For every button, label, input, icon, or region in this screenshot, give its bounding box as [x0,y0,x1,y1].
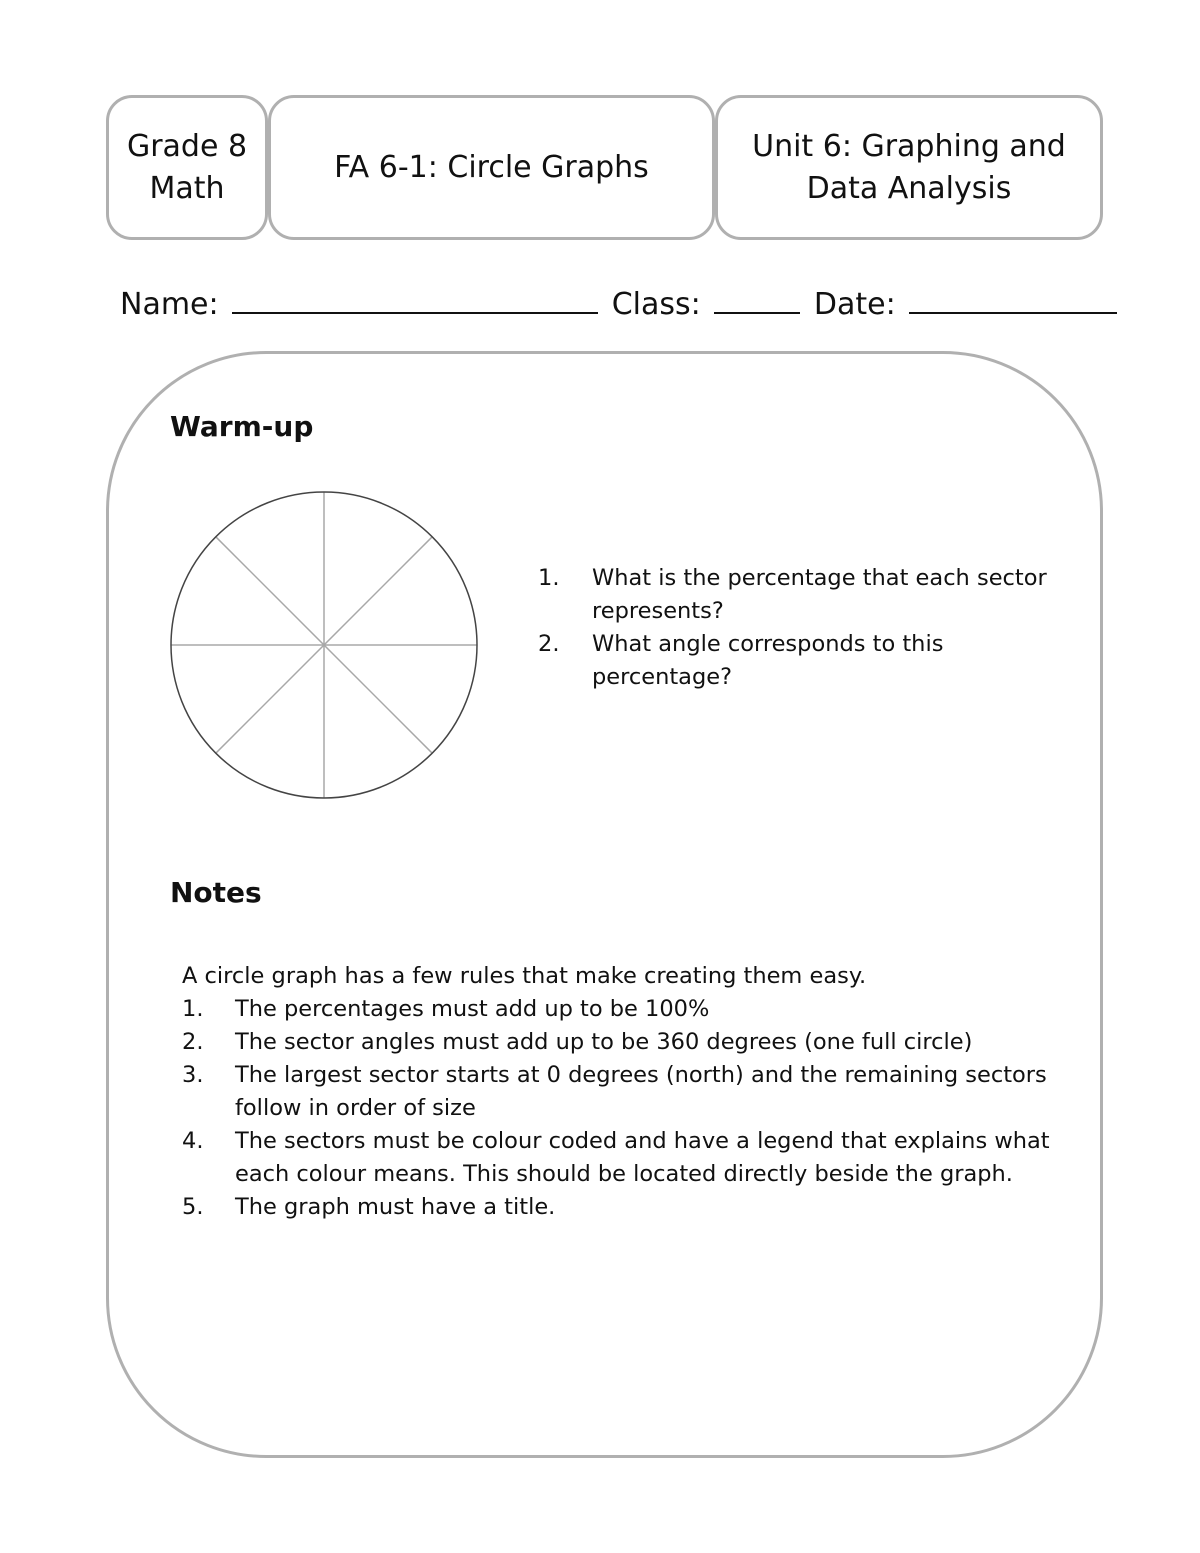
warmup-circle-diagram [163,484,485,806]
question-item [538,628,1058,694]
rule-number: 1. [182,996,204,1022]
question-text: What angle corresponds to this percentage? [592,631,944,690]
rule-text: The percentages must add up to be 100% [235,996,710,1022]
notes-intro: A circle graph has a few rules that make creating them easy. [182,963,867,989]
rule-text: The largest sector starts at 0 degrees (north) and the remaining sectors follow in order of size [235,1062,1047,1121]
class-label: Class: [611,287,701,322]
title-box [268,95,715,240]
rule-number: 3. [182,1062,204,1088]
rule-item [182,1125,1062,1191]
grade-box [106,95,268,240]
name-blank[interactable] [232,282,598,314]
warmup-questions [538,562,1058,694]
rule-number: 4. [182,1128,204,1154]
student-info-line [120,282,1090,327]
question-text: What is the percentage that each sector represents? [592,565,1047,624]
rule-text: The graph must have a title. [235,1194,556,1220]
rule-item [182,1191,1062,1224]
date-label: Date: [813,287,896,322]
rule-item [182,1026,1062,1059]
question-number: 1. [538,565,560,591]
rule-item [182,1059,1062,1125]
grade-label: Grade 8 Math [126,128,248,206]
rule-item [182,993,1062,1026]
rule-number: 2. [182,1029,204,1055]
unit-label: Unit 6: Graphing and Data Analysis [752,128,1066,206]
warmup-heading: Warm-up [170,410,314,443]
rule-text: The sectors must be colour coded and have a legend that explains what each colour means. This should be located directly beside the graph. [235,1128,1050,1187]
question-number: 2. [538,631,560,657]
question-item [538,562,1058,628]
name-label: Name: [120,287,219,322]
date-blank[interactable] [909,282,1117,314]
class-blank[interactable] [714,282,800,314]
worksheet-title: FA 6-1: Circle Graphs [334,149,649,185]
rule-text: The sector angles must add up to be 360 degrees (one full circle) [235,1029,973,1055]
rule-number: 5. [182,1194,204,1220]
notes-heading: Notes [170,876,262,909]
unit-box [715,95,1103,240]
notes-rules-list [182,993,1062,1224]
